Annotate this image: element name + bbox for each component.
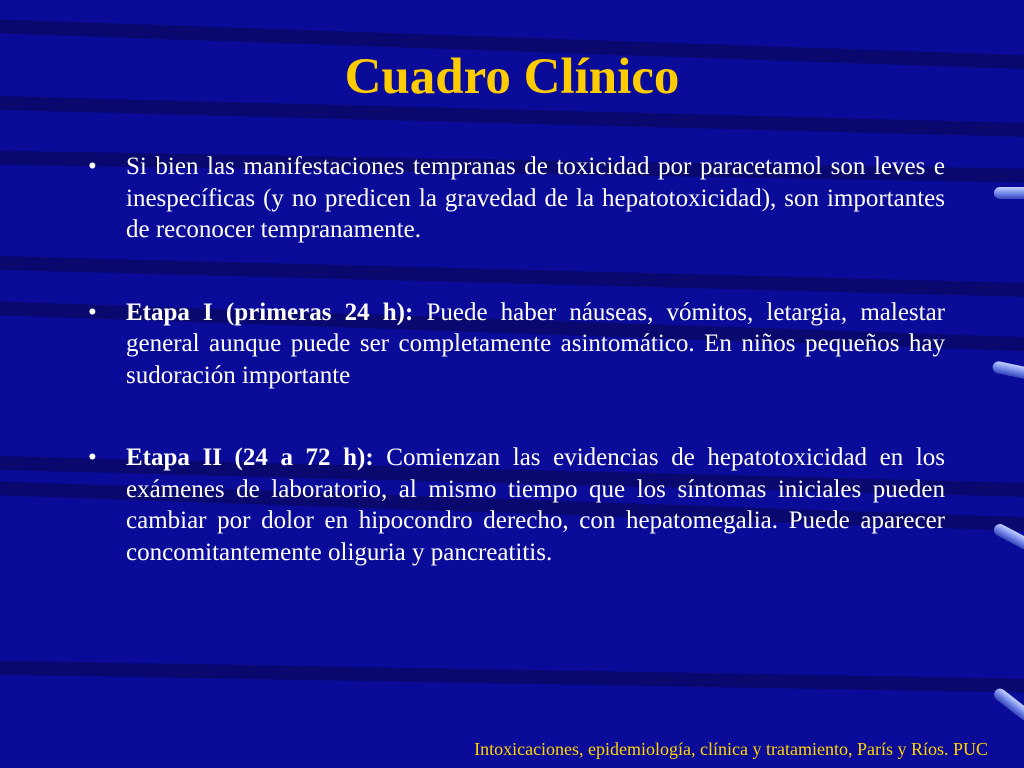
bullet-text: Si bien las manifestaciones tempranas de toxicidad por paracetamol son leves e inespecíficas (y no predicen la gravedad de la hepatotoxicidad), son importantes de reconocer tempranamente. [126,153,945,243]
decorative-bar [992,360,1024,380]
bullet-marker: • [88,153,97,180]
bullet-marker: • [88,444,97,471]
decorative-bar [994,187,1024,199]
bullet-text: Puede haber náuseas, vómitos, letargia, malestar general aunque puede ser completamente asintomático. En niños pequeños hay sudoración importante [126,298,946,389]
stage-term: Etapa I (primeras 24 h): [126,298,414,326]
stage-term: Etapa II (24 a 72 h): [126,444,374,471]
bullet-item [88,442,945,568]
bullet-item [88,151,945,246]
bullet-list [88,151,945,568]
background-stripe [0,660,1024,694]
bullet-text: Comienzan las evidencias de hepatotoxicidad en los exámenes de laboratorio, al mismo tiempo que los síntomas iniciales pueden cambiar por dolor en hipocondro derecho, con hepatomegalia. Puede aparecer concomitantemente oliguria y pancreatitis. [126,444,946,566]
slide-title: Cuadro Clínico [344,49,680,105]
bullet-marker: • [88,298,97,326]
bullet-item [88,297,945,392]
footer-citation: Intoxicaciones, epidemiología, clínica y tratamiento, París y Ríos. PUC [474,739,988,759]
